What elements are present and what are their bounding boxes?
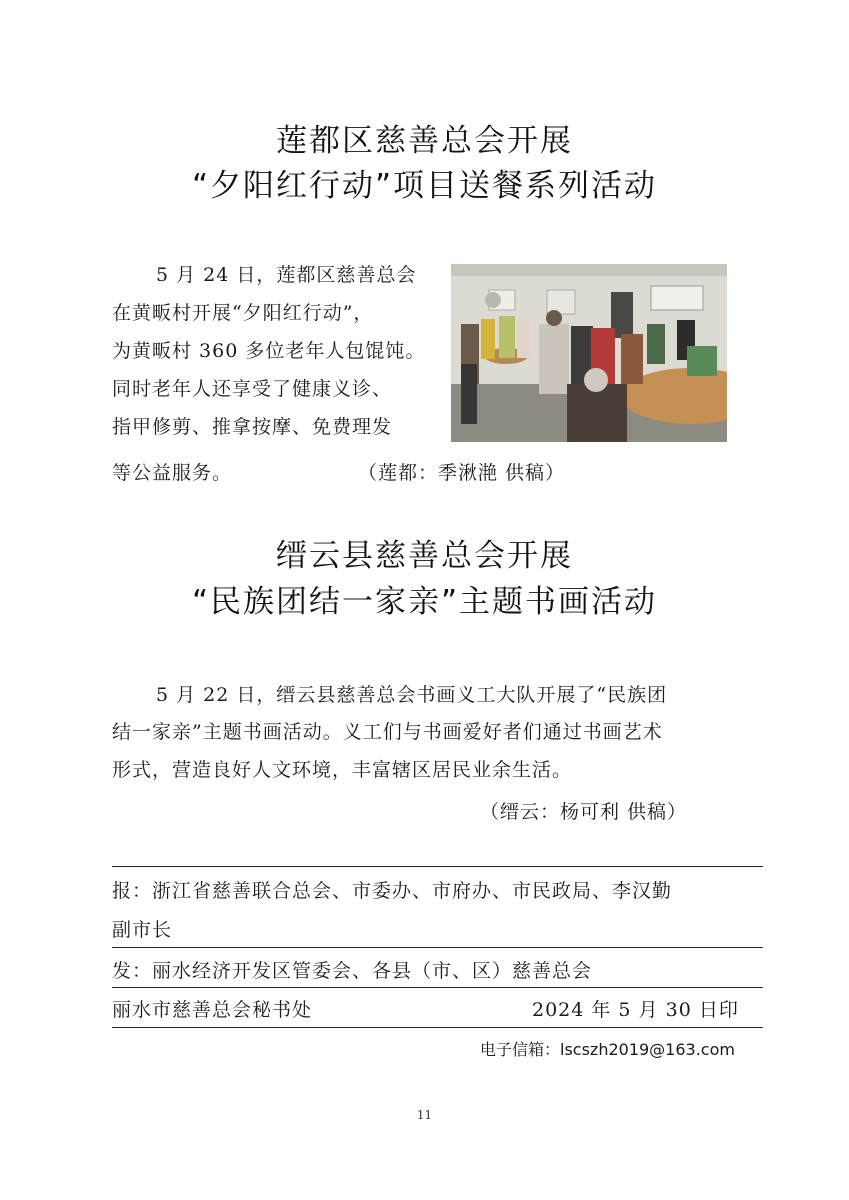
- article2-text-line: 5 月 22 日，缙云县慈善总会书画义工大队开展了“民族团: [156, 684, 668, 706]
- article1-title-line1: 莲都区慈善总会开展: [276, 123, 573, 159]
- article1-text-line: 在黄畈村开展“夕阳红行动”，: [112, 302, 374, 324]
- article1-text-line: 同时老年人还享受了健康义诊、: [112, 378, 393, 400]
- article1-text-line: 指甲修剪、推拿按摩、免费理发: [112, 416, 393, 438]
- divider: [112, 947, 763, 948]
- divider: [112, 866, 763, 867]
- article2-title-line1: 缙云县慈善总会开展: [276, 538, 573, 574]
- article1-text-line: 等公益服务。: [112, 462, 233, 484]
- issuing-office: 丽水市慈善总会秘书处: [112, 999, 313, 1021]
- print-date: 2024 年 5 月 30 日印: [532, 999, 739, 1021]
- send-to-line: 发：丽水经济开发区管委会、各县（市、区）慈善总会: [112, 960, 593, 982]
- page-number: 11: [416, 1108, 433, 1122]
- article2-source: （缙云：杨可利 供稿）: [480, 801, 688, 823]
- article1-title-line2: “夕阳红行动”项目送餐系列活动: [191, 168, 658, 204]
- article2-text-line: 结一家亲”主题书画活动。义工们与书画爱好者们通过书画艺术: [112, 721, 663, 743]
- article2-title-line2: “民族团结一家亲”主题书画活动: [191, 584, 658, 620]
- report-to-line: 报：浙江省慈善联合总会、市委办、市府办、市民政局、李汉勤: [112, 880, 673, 902]
- article1-source: （莲都：季湫滟 供稿）: [358, 462, 566, 484]
- article2-text-line: 形式，营造良好人文环境，丰富辖区居民业余生活。: [112, 759, 573, 781]
- article1-text-line: 5 月 24 日，莲都区慈善总会: [156, 264, 417, 286]
- article1-text-line: 为黄畈村 360 多位老年人包馄饨。: [112, 340, 426, 362]
- contact-email: 电子信箱：lscszh2019@163.com: [480, 1040, 735, 1059]
- divider: [112, 1027, 763, 1028]
- report-to-line: 副市长: [112, 919, 173, 941]
- activity-photo: [451, 264, 727, 442]
- divider: [112, 987, 763, 988]
